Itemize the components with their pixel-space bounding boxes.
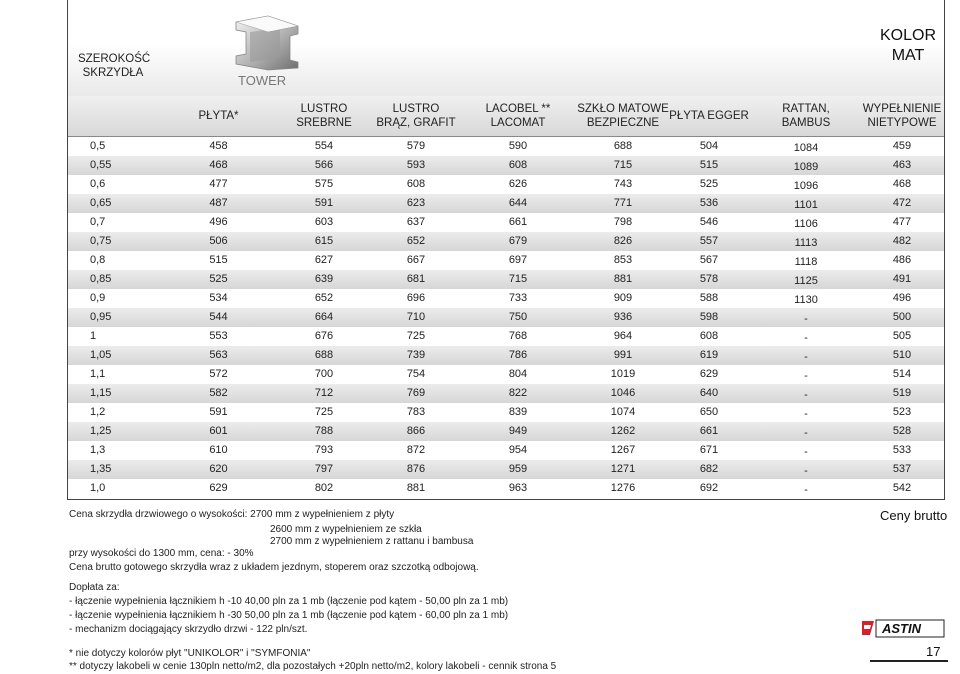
price-cell: 1074 bbox=[610, 406, 636, 418]
price-cell: 537 bbox=[892, 463, 912, 475]
width-cell: 0,75 bbox=[90, 235, 112, 247]
price-cell: 519 bbox=[892, 387, 912, 399]
page-number: 17 bbox=[926, 644, 941, 659]
price-cell: 459 bbox=[892, 140, 912, 152]
width-cell: 1,1 bbox=[90, 368, 106, 380]
price-cell: 881 bbox=[406, 482, 426, 494]
price-cell: 536 bbox=[699, 197, 719, 209]
column-header: PŁYTA EGGER bbox=[669, 110, 749, 122]
column-header-row bbox=[68, 96, 944, 137]
price-cell: 872 bbox=[406, 444, 426, 456]
price-cell: 515 bbox=[209, 254, 228, 266]
price-cell: 575 bbox=[314, 178, 334, 190]
price-cell: 1276 bbox=[610, 482, 636, 494]
price-cell: 743 bbox=[613, 178, 633, 190]
price-cell: 1089 bbox=[793, 161, 819, 173]
table-row bbox=[68, 479, 944, 498]
table-row bbox=[68, 441, 944, 460]
product-name: TOWER bbox=[238, 73, 287, 88]
astin-logo bbox=[860, 617, 946, 639]
width-cell: 0,55 bbox=[90, 159, 112, 171]
price-cell: 458 bbox=[209, 140, 228, 152]
price-cell: 733 bbox=[508, 292, 528, 304]
price-cell: 591 bbox=[209, 406, 228, 418]
price-cell: 1019 bbox=[610, 368, 636, 380]
price-cell: 619 bbox=[699, 349, 719, 361]
price-cell: - bbox=[804, 427, 808, 439]
extra-title: Dopłata za: bbox=[69, 582, 120, 593]
price-cell: 553 bbox=[209, 330, 228, 342]
price-cell: 954 bbox=[508, 444, 528, 456]
price-cell: - bbox=[804, 351, 808, 363]
color-label: KOLOR MAT bbox=[879, 27, 936, 64]
column-header: WYPEŁNIENIE NIETYPOWE bbox=[862, 103, 942, 129]
width-label: SZEROKOŚĆ SKRZYDŁA bbox=[78, 53, 151, 79]
table-row bbox=[68, 270, 944, 289]
price-cell: 964 bbox=[613, 330, 633, 342]
price-cell: 629 bbox=[209, 482, 228, 494]
price-cell: 688 bbox=[613, 140, 633, 152]
price-cell: 590 bbox=[508, 140, 528, 152]
extra-item: - łączenie wypełnienia łącznikiem h -10 40,00 pln za 1 mb (łączenie pod kątem - 50,00 pln za 1 mb) bbox=[69, 596, 509, 607]
price-cell: 1118 bbox=[794, 256, 818, 268]
price-cell: 667 bbox=[406, 254, 426, 266]
price-cell: 496 bbox=[892, 292, 912, 304]
price-cell: 623 bbox=[406, 197, 426, 209]
price-cell: 797 bbox=[314, 463, 334, 475]
price-cell: 579 bbox=[406, 140, 426, 152]
price-cell: - bbox=[804, 389, 808, 401]
width-cell: 1,2 bbox=[90, 406, 106, 418]
price-cell: 739 bbox=[406, 349, 426, 361]
extra-item: - mechanizm dociągający skrzydło drzwi - 122 pln/szt. bbox=[69, 624, 308, 635]
price-cell: 463 bbox=[892, 159, 912, 171]
width-cell: 1 bbox=[90, 330, 97, 342]
price-cell: 608 bbox=[508, 159, 528, 171]
price-cell: 544 bbox=[209, 311, 228, 323]
price-cell: 1106 bbox=[794, 218, 818, 230]
price-cell: 804 bbox=[508, 368, 528, 380]
price-cell: 876 bbox=[406, 463, 426, 475]
price-cell: 608 bbox=[699, 330, 719, 342]
price-cell: 563 bbox=[209, 349, 228, 361]
price-cell: 582 bbox=[209, 387, 228, 399]
price-cell: 514 bbox=[892, 368, 912, 380]
width-cell: 0,85 bbox=[90, 273, 112, 285]
price-cell: 504 bbox=[699, 140, 719, 152]
price-cell: 496 bbox=[209, 216, 228, 228]
price-cell: 725 bbox=[406, 330, 426, 342]
price-cell: 793 bbox=[314, 444, 334, 456]
price-cell: 1046 bbox=[610, 387, 636, 399]
price-cell: 1125 bbox=[794, 275, 818, 287]
price-cell: 991 bbox=[613, 349, 633, 361]
price-cell: 578 bbox=[699, 273, 719, 285]
note-height-2: 2600 mm z wypełnieniem ze szkła bbox=[270, 524, 422, 535]
price-cell: 525 bbox=[699, 178, 719, 190]
price-cell: 534 bbox=[209, 292, 228, 304]
table-row bbox=[68, 308, 944, 327]
price-cell: 588 bbox=[699, 292, 719, 304]
price-cell: 510 bbox=[892, 349, 912, 361]
price-cell: 700 bbox=[314, 368, 334, 380]
note-height-3: 2700 mm z wypełnieniem z rattanu i bambusa bbox=[270, 536, 474, 547]
table-row bbox=[68, 289, 944, 308]
price-cell: 652 bbox=[406, 235, 426, 247]
price-cell: 639 bbox=[314, 273, 334, 285]
price-cell: 715 bbox=[508, 273, 528, 285]
table-row bbox=[68, 213, 944, 232]
price-cell: 557 bbox=[699, 235, 719, 247]
column-header: LUSTRO SREBRNE bbox=[296, 103, 352, 129]
price-cell: 682 bbox=[699, 463, 719, 475]
price-cell: 615 bbox=[314, 235, 334, 247]
table-row bbox=[68, 175, 944, 194]
price-cell: 696 bbox=[406, 292, 426, 304]
gross-prices-label: Ceny brutto bbox=[880, 508, 948, 523]
price-cell: 679 bbox=[508, 235, 528, 247]
tower-profile-image bbox=[228, 12, 306, 72]
price-cell: 949 bbox=[508, 425, 528, 437]
width-cell: 1,0 bbox=[90, 482, 106, 494]
price-cell: 771 bbox=[613, 197, 633, 209]
price-cell: 1271 bbox=[610, 463, 636, 475]
table-header-top bbox=[68, 0, 944, 96]
table-row bbox=[68, 460, 944, 479]
price-cell: 486 bbox=[892, 254, 912, 266]
price-cell: 627 bbox=[314, 254, 334, 266]
price-cell: 909 bbox=[613, 292, 633, 304]
price-cell: 500 bbox=[892, 311, 912, 323]
price-cell: 640 bbox=[699, 387, 719, 399]
table-row bbox=[68, 194, 944, 213]
price-cell: 959 bbox=[508, 463, 528, 475]
table-row bbox=[68, 403, 944, 422]
width-cell: 1,35 bbox=[90, 463, 112, 475]
width-cell: 1,25 bbox=[90, 425, 112, 437]
price-cell: 853 bbox=[613, 254, 633, 266]
width-cell: 0,7 bbox=[90, 216, 106, 228]
price-cell: 515 bbox=[699, 159, 719, 171]
width-cell: 0,5 bbox=[90, 140, 106, 152]
price-cell: 839 bbox=[508, 406, 528, 418]
price-cell: 468 bbox=[892, 178, 912, 190]
column-header: PŁYTA* bbox=[198, 110, 239, 122]
table-body bbox=[68, 137, 944, 498]
price-cell: 664 bbox=[314, 311, 334, 323]
width-cell: 0,95 bbox=[90, 311, 112, 323]
table-row bbox=[68, 232, 944, 251]
price-cell: 468 bbox=[209, 159, 228, 171]
price-cell: 712 bbox=[314, 387, 334, 399]
price-cell: 1084 bbox=[793, 142, 819, 154]
price-cell: - bbox=[804, 332, 808, 344]
table-row bbox=[68, 365, 944, 384]
table-row bbox=[68, 251, 944, 270]
price-cell: 802 bbox=[314, 482, 334, 494]
width-cell: 1,05 bbox=[90, 349, 112, 361]
price-cell: - bbox=[804, 313, 808, 325]
price-cell: 601 bbox=[209, 425, 228, 437]
price-cell: 603 bbox=[314, 216, 334, 228]
price-cell: 591 bbox=[314, 197, 334, 209]
price-cell: 477 bbox=[892, 216, 912, 228]
price-cell: 482 bbox=[892, 235, 912, 247]
price-cell: 505 bbox=[892, 330, 912, 342]
price-cell: 546 bbox=[699, 216, 719, 228]
price-cell: 626 bbox=[508, 178, 528, 190]
price-cell: - bbox=[804, 465, 808, 477]
price-cell: 644 bbox=[508, 197, 528, 209]
price-cell: 936 bbox=[613, 311, 633, 323]
price-cell: 472 bbox=[892, 197, 912, 209]
price-cell: 610 bbox=[209, 444, 228, 456]
price-cell: 650 bbox=[699, 406, 719, 418]
price-cell: - bbox=[804, 446, 808, 458]
column-header: LUSTRO BRĄZ, GRAFIT bbox=[376, 103, 456, 129]
price-cell: - bbox=[804, 408, 808, 420]
price-cell: 725 bbox=[314, 406, 334, 418]
price-cell: 1096 bbox=[793, 180, 819, 192]
price-cell: 715 bbox=[613, 159, 633, 171]
table-row bbox=[68, 156, 944, 175]
price-cell: 608 bbox=[406, 178, 426, 190]
table-row bbox=[68, 346, 944, 365]
column-header: RATTAN, BAMBUS bbox=[781, 103, 831, 129]
price-cell: 598 bbox=[699, 311, 719, 323]
column-header: SZKŁO MATOWE BEZPIECZNE bbox=[577, 103, 669, 129]
note-gross: Cena brutto gotowego skrzydła wraz z układem jezdnym, stoperem oraz szczotką odbojową. bbox=[69, 562, 479, 573]
price-cell: 798 bbox=[613, 216, 633, 228]
price-cell: 652 bbox=[314, 292, 334, 304]
price-cell: 661 bbox=[699, 425, 719, 437]
width-cell: 0,8 bbox=[90, 254, 106, 266]
price-cell: 542 bbox=[892, 482, 912, 494]
price-cell: 487 bbox=[209, 197, 228, 209]
brand-name: ASTIN bbox=[882, 621, 921, 636]
price-cell: 566 bbox=[314, 159, 334, 171]
price-table bbox=[67, 0, 945, 500]
price-cell: 688 bbox=[314, 349, 334, 361]
price-cell: 637 bbox=[406, 216, 426, 228]
table-row bbox=[68, 384, 944, 403]
note-height-1: Cena skrzydła drzwiowego o wysokości: 2700 mm z wypełnieniem z płyty bbox=[69, 509, 395, 520]
price-cell: 676 bbox=[314, 330, 334, 342]
price-cell: 754 bbox=[406, 368, 426, 380]
price-cell: 661 bbox=[508, 216, 528, 228]
footnote: ** dotyczy lakobeli w cenie 130pln netto/m2, dla pozostałych +20pln netto/m2, kolory lakobeli - cennik strona 5 bbox=[69, 661, 557, 672]
price-cell: 533 bbox=[892, 444, 912, 456]
price-cell: 1101 bbox=[794, 199, 818, 211]
price-cell: 554 bbox=[314, 140, 334, 152]
price-cell: 528 bbox=[892, 425, 912, 437]
note-low-height: przy wysokości do 1300 mm, cena: - 30% bbox=[69, 548, 254, 559]
column-header: LACOBEL ** LACOMAT bbox=[485, 103, 551, 129]
price-cell: 629 bbox=[699, 368, 719, 380]
price-cell: 525 bbox=[209, 273, 228, 285]
price-cell: 963 bbox=[508, 482, 528, 494]
width-cell: 1,3 bbox=[90, 444, 106, 456]
price-cell: 1113 bbox=[794, 237, 818, 249]
width-cell: 0,9 bbox=[90, 292, 106, 304]
table-row bbox=[68, 422, 944, 441]
table-row bbox=[68, 137, 944, 156]
price-cell: 710 bbox=[406, 311, 426, 323]
price-cell: 506 bbox=[209, 235, 228, 247]
price-cell: 1267 bbox=[610, 444, 636, 456]
page-divider bbox=[870, 660, 948, 662]
price-cell: 881 bbox=[613, 273, 633, 285]
price-cell: 1262 bbox=[610, 425, 636, 437]
price-cell: - bbox=[804, 370, 808, 382]
extra-item: - łączenie wypełnienia łącznikiem h -30 50,00 pln za 1 mb (łączenie pod kątem - 60,00 pln za 1 mb) bbox=[69, 610, 509, 621]
price-cell: 491 bbox=[892, 273, 912, 285]
price-cell: 572 bbox=[209, 368, 228, 380]
price-cell: 769 bbox=[406, 387, 426, 399]
price-cell: 750 bbox=[508, 311, 528, 323]
price-cell: 826 bbox=[613, 235, 633, 247]
price-cell: 567 bbox=[699, 254, 719, 266]
footnote: * nie dotyczy kolorów płyt "UNIKOLOR" i "SYMFONIA" bbox=[69, 648, 311, 659]
price-cell: 692 bbox=[699, 482, 719, 494]
price-cell: 523 bbox=[892, 406, 912, 418]
price-cell: 783 bbox=[406, 406, 426, 418]
table-row bbox=[68, 327, 944, 346]
price-cell: 768 bbox=[508, 330, 528, 342]
price-cell: 697 bbox=[508, 254, 528, 266]
price-cell: 671 bbox=[699, 444, 719, 456]
width-cell: 0,6 bbox=[90, 178, 106, 190]
price-cell: 866 bbox=[406, 425, 426, 437]
price-cell: 477 bbox=[209, 178, 228, 190]
price-cell: 788 bbox=[314, 425, 334, 437]
price-cell: 593 bbox=[406, 159, 426, 171]
price-cell: 1130 bbox=[794, 294, 818, 306]
width-cell: 0,65 bbox=[90, 197, 112, 209]
price-cell: 620 bbox=[209, 463, 228, 475]
width-cell: 1,15 bbox=[90, 387, 112, 399]
price-cell: 681 bbox=[406, 273, 426, 285]
price-cell: 822 bbox=[508, 387, 528, 399]
price-cell: - bbox=[804, 484, 808, 496]
price-cell: 786 bbox=[508, 349, 528, 361]
